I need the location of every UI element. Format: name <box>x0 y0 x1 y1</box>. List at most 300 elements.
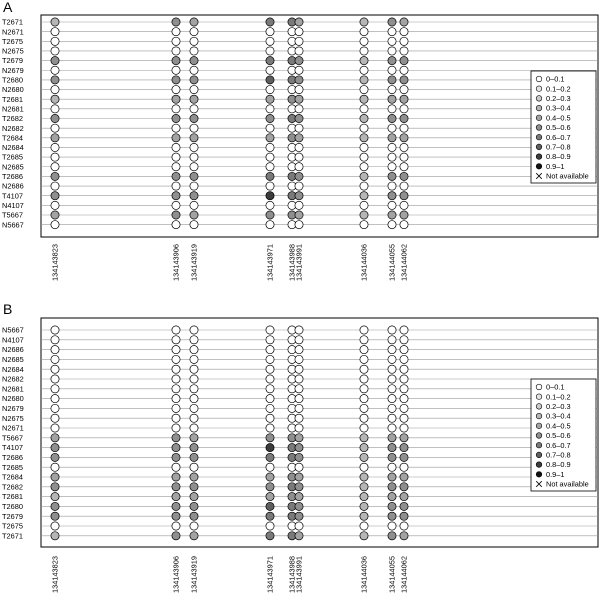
methylation-point <box>266 502 274 510</box>
methylation-point <box>51 66 59 74</box>
panel-letter: B <box>3 301 13 317</box>
methylation-point <box>400 124 408 132</box>
methylation-point <box>295 124 303 132</box>
methylation-point <box>51 502 59 510</box>
methylation-point <box>400 326 408 334</box>
methylation-point <box>172 76 180 84</box>
methylation-point <box>190 37 198 45</box>
methylation-point <box>172 473 180 481</box>
row-label: T2679 <box>2 511 23 521</box>
methylation-point <box>190 434 198 442</box>
methylation-point <box>360 395 368 403</box>
methylation-point <box>266 483 274 491</box>
methylation-point <box>266 395 274 403</box>
methylation-point <box>360 85 368 93</box>
methylation-point <box>388 375 396 383</box>
legend <box>531 71 596 183</box>
row-label: N2675 <box>2 46 24 56</box>
methylation-point <box>388 512 396 520</box>
methylation-point <box>400 114 408 122</box>
methylation-point <box>266 336 274 344</box>
row-label: N2680 <box>2 85 24 95</box>
methylation-point <box>172 114 180 122</box>
row-label: T2671 <box>2 531 23 541</box>
methylation-point <box>400 395 408 403</box>
methylation-point <box>360 326 368 334</box>
methylation-point <box>295 424 303 432</box>
methylation-point <box>388 444 396 452</box>
methylation-point <box>295 512 303 520</box>
x-tick-label: 134143988 <box>287 244 297 281</box>
legend-label: 0.7–0.8 <box>546 142 571 152</box>
methylation-point <box>388 153 396 161</box>
methylation-point <box>266 434 274 442</box>
methylation-point <box>400 346 408 354</box>
methylation-point <box>172 463 180 471</box>
legend-label: 0.4–0.5 <box>546 113 571 123</box>
legend-label: 0.7–0.8 <box>546 450 571 460</box>
row-label: N2685 <box>2 162 24 172</box>
methylation-point <box>360 483 368 491</box>
legend-label: 0.2–0.3 <box>546 94 571 103</box>
methylation-point <box>190 414 198 422</box>
legend-label: 0–0.1 <box>546 382 565 392</box>
methylation-point <box>400 404 408 412</box>
methylation-point <box>388 172 396 180</box>
methylation-point <box>266 182 274 190</box>
methylation-point <box>360 37 368 45</box>
methylation-point <box>388 414 396 422</box>
methylation-point <box>400 192 408 200</box>
methylation-point <box>51 201 59 209</box>
methylation-point <box>51 453 59 461</box>
methylation-point <box>172 57 180 65</box>
methylation-point <box>360 47 368 55</box>
methylation-point <box>172 424 180 432</box>
methylation-point <box>51 76 59 84</box>
methylation-point <box>190 404 198 412</box>
methylation-point <box>190 76 198 84</box>
methylation-point <box>51 134 59 142</box>
methylation-point <box>400 424 408 432</box>
methylation-point <box>266 201 274 209</box>
methylation-point <box>388 221 396 229</box>
methylation-point <box>190 134 198 142</box>
methylation-point <box>51 336 59 344</box>
methylation-point <box>295 434 303 442</box>
methylation-point <box>51 105 59 113</box>
methylation-point <box>190 473 198 481</box>
methylation-point <box>388 424 396 432</box>
methylation-point <box>172 163 180 171</box>
plot-frame <box>41 15 598 237</box>
legend-label: Not available <box>546 171 589 181</box>
methylation-point <box>266 37 274 45</box>
row-label: T2685 <box>2 152 23 162</box>
row-label: N2681 <box>2 384 24 394</box>
methylation-point <box>400 502 408 510</box>
methylation-point <box>360 453 368 461</box>
methylation-point <box>172 85 180 93</box>
row-label: T2686 <box>2 453 23 462</box>
methylation-point <box>360 434 368 442</box>
row-label: T2681 <box>2 492 23 502</box>
methylation-point <box>172 502 180 510</box>
methylation-point <box>266 414 274 422</box>
row-label: T2682 <box>2 482 23 492</box>
methylation-point <box>388 493 396 501</box>
methylation-point <box>51 85 59 93</box>
methylation-point <box>388 47 396 55</box>
methylation-point <box>51 473 59 481</box>
methylation-point <box>388 134 396 142</box>
methylation-point <box>388 532 396 540</box>
methylation-point <box>388 85 396 93</box>
methylation-point <box>295 28 303 36</box>
row-label: N2685 <box>2 355 24 364</box>
methylation-point <box>295 85 303 93</box>
methylation-point <box>295 385 303 393</box>
legend-label: 0.5–0.6 <box>546 123 571 133</box>
methylation-point <box>400 414 408 422</box>
x-tick-label: 134143988 <box>287 556 297 593</box>
methylation-point <box>295 221 303 229</box>
methylation-point <box>400 85 408 93</box>
methylation-point <box>172 182 180 190</box>
methylation-point <box>360 365 368 373</box>
methylation-point <box>295 463 303 471</box>
x-tick-label: 134143971 <box>265 556 275 593</box>
methylation-point <box>388 18 396 26</box>
methylation-point <box>388 365 396 373</box>
methylation-point <box>400 47 408 55</box>
row-label: T4107 <box>2 443 23 453</box>
x-tick-label: 134144062 <box>399 556 409 593</box>
methylation-point <box>51 28 59 36</box>
methylation-point <box>172 47 180 55</box>
methylation-point <box>295 114 303 122</box>
methylation-point <box>190 47 198 55</box>
row-label: N2675 <box>2 413 24 423</box>
methylation-point <box>400 163 408 171</box>
methylation-point <box>295 37 303 45</box>
methylation-point <box>190 453 198 461</box>
methylation-point <box>51 192 59 200</box>
methylation-point <box>400 221 408 229</box>
methylation-point <box>388 453 396 461</box>
methylation-point <box>51 124 59 132</box>
methylation-point <box>51 163 59 171</box>
methylation-point <box>388 473 396 481</box>
methylation-point <box>190 365 198 373</box>
legend-swatch <box>536 413 542 419</box>
methylation-point <box>190 143 198 151</box>
methylation-point <box>266 95 274 103</box>
methylation-point <box>360 134 368 142</box>
methylation-point <box>295 493 303 501</box>
methylation-point <box>190 532 198 540</box>
legend-label: 0.1–0.2 <box>546 84 571 94</box>
methylation-point <box>360 163 368 171</box>
methylation-point <box>172 365 180 373</box>
row-label: T2686 <box>2 172 23 181</box>
methylation-point <box>172 355 180 363</box>
legend-swatch <box>536 442 542 448</box>
methylation-point <box>51 221 59 229</box>
methylation-point <box>400 76 408 84</box>
methylation-point <box>190 66 198 74</box>
panel-letter: A <box>3 0 13 15</box>
methylation-point <box>172 37 180 45</box>
methylation-point <box>172 143 180 151</box>
legend-swatch <box>536 154 542 160</box>
methylation-point <box>388 336 396 344</box>
methylation-point <box>51 326 59 334</box>
methylation-point <box>295 404 303 412</box>
methylation-point <box>266 134 274 142</box>
methylation-point <box>400 522 408 530</box>
methylation-point <box>172 134 180 142</box>
x-tick-label: 134143823 <box>50 244 60 281</box>
row-label: T5667 <box>2 210 23 220</box>
methylation-point <box>360 28 368 36</box>
methylation-point <box>266 221 274 229</box>
methylation-point <box>388 163 396 171</box>
methylation-point <box>388 28 396 36</box>
methylation-point <box>360 404 368 412</box>
x-tick-label: 134144036 <box>359 556 369 593</box>
methylation-point <box>295 95 303 103</box>
methylation-point <box>360 95 368 103</box>
legend-label: 0.1–0.2 <box>546 392 571 402</box>
methylation-point <box>295 18 303 26</box>
methylation-point <box>190 463 198 471</box>
methylation-point <box>190 385 198 393</box>
methylation-point <box>388 404 396 412</box>
methylation-point <box>190 163 198 171</box>
methylation-point <box>51 143 59 151</box>
methylation-point <box>190 483 198 491</box>
x-tick-label: 134143991 <box>294 556 304 593</box>
x-tick-label: 134144055 <box>387 556 397 593</box>
methylation-point <box>51 153 59 161</box>
methylation-point <box>190 211 198 219</box>
methylation-point <box>360 105 368 113</box>
methylation-point <box>295 346 303 354</box>
methylation-point <box>360 221 368 229</box>
methylation-point <box>266 153 274 161</box>
methylation-point <box>190 444 198 452</box>
row-label: T2685 <box>2 462 23 472</box>
methylation-point <box>400 434 408 442</box>
row-label: N5667 <box>2 325 24 335</box>
methylation-point <box>360 424 368 432</box>
methylation-point <box>295 483 303 491</box>
methylation-point <box>51 385 59 393</box>
methylation-point <box>360 66 368 74</box>
legend-swatch <box>536 164 542 170</box>
methylation-point <box>51 434 59 442</box>
methylation-point <box>172 18 180 26</box>
legend-swatch <box>536 144 542 150</box>
methylation-point <box>190 172 198 180</box>
methylation-point <box>266 522 274 530</box>
methylation-point <box>266 85 274 93</box>
methylation-point <box>295 473 303 481</box>
methylation-point <box>360 493 368 501</box>
methylation-point <box>266 385 274 393</box>
methylation-point <box>360 414 368 422</box>
methylation-point <box>51 18 59 26</box>
methylation-point <box>190 493 198 501</box>
methylation-point <box>388 395 396 403</box>
methylation-point <box>51 375 59 383</box>
methylation-point <box>51 404 59 412</box>
methylation-point <box>51 211 59 219</box>
methylation-point <box>51 522 59 530</box>
plot-frame <box>41 318 598 547</box>
methylation-point <box>400 512 408 520</box>
methylation-point <box>266 326 274 334</box>
row-label: T2682 <box>2 114 23 124</box>
row-label: N5667 <box>2 220 24 230</box>
methylation-point <box>190 346 198 354</box>
methylation-point <box>266 105 274 113</box>
row-label: N2684 <box>2 364 24 374</box>
methylation-point <box>172 375 180 383</box>
methylation-point <box>266 444 274 452</box>
methylation-point <box>388 182 396 190</box>
methylation-point <box>172 404 180 412</box>
methylation-point <box>388 37 396 45</box>
methylation-point <box>295 336 303 344</box>
methylation-point <box>172 336 180 344</box>
legend-swatch <box>536 423 542 429</box>
methylation-point <box>190 502 198 510</box>
methylation-point <box>266 124 274 132</box>
legend-swatch <box>536 115 542 121</box>
panel-a <box>2 0 598 281</box>
methylation-point <box>388 434 396 442</box>
methylation-point <box>266 163 274 171</box>
x-tick-label: 134143919 <box>189 556 199 593</box>
methylation-point <box>51 424 59 432</box>
methylation-point <box>400 105 408 113</box>
methylation-point <box>295 502 303 510</box>
methylation-point <box>51 182 59 190</box>
methylation-point <box>388 326 396 334</box>
row-label: T4107 <box>2 191 23 201</box>
methylation-point <box>295 522 303 530</box>
methylation-point <box>388 463 396 471</box>
methylation-point <box>295 532 303 540</box>
methylation-point <box>295 182 303 190</box>
methylation-point <box>190 114 198 122</box>
methylation-point <box>400 385 408 393</box>
methylation-point <box>172 483 180 491</box>
methylation-point <box>360 463 368 471</box>
x-tick-label: 134144036 <box>359 244 369 281</box>
row-label: N2679 <box>2 404 24 413</box>
methylation-point <box>172 211 180 219</box>
methylation-point <box>400 493 408 501</box>
methylation-point <box>190 375 198 383</box>
methylation-point <box>360 355 368 363</box>
methylation-point <box>360 502 368 510</box>
methylation-point <box>388 355 396 363</box>
methylation-point <box>360 201 368 209</box>
row-label: T2675 <box>2 36 23 46</box>
methylation-point <box>295 172 303 180</box>
legend-swatch <box>536 404 542 410</box>
methylation-point <box>388 124 396 132</box>
methylation-point <box>51 463 59 471</box>
methylation-point <box>51 37 59 45</box>
methylation-point <box>360 192 368 200</box>
row-label: N2682 <box>2 374 24 384</box>
methylation-point <box>266 192 274 200</box>
methylation-point <box>266 346 274 354</box>
methylation-point <box>51 47 59 55</box>
row-label: N2686 <box>2 345 24 355</box>
methylation-point <box>190 95 198 103</box>
methylation-point <box>190 57 198 65</box>
methylation-point <box>400 201 408 209</box>
x-tick-label: 134143906 <box>171 556 181 593</box>
methylation-point <box>388 57 396 65</box>
methylation-point <box>190 355 198 363</box>
methylation-point <box>388 483 396 491</box>
methylation-point <box>360 18 368 26</box>
row-label: N2671 <box>2 423 24 433</box>
methylation-point <box>388 522 396 530</box>
methylation-point <box>388 143 396 151</box>
row-label: T2680 <box>2 502 23 511</box>
legend-swatch <box>536 384 542 390</box>
row-label: N2681 <box>2 104 24 114</box>
methylation-point <box>400 463 408 471</box>
methylation-point <box>266 512 274 520</box>
methylation-point <box>51 395 59 403</box>
methylation-point <box>400 182 408 190</box>
methylation-point <box>172 221 180 229</box>
x-tick-label: 134143906 <box>171 244 181 281</box>
methylation-point <box>266 473 274 481</box>
methylation-point <box>360 153 368 161</box>
methylation-point <box>190 124 198 132</box>
methylation-point <box>266 493 274 501</box>
methylation-point <box>190 395 198 403</box>
methylation-point <box>295 76 303 84</box>
row-label: N2686 <box>2 181 24 191</box>
methylation-point <box>190 192 198 200</box>
methylation-point <box>190 201 198 209</box>
methylation-point <box>360 114 368 122</box>
row-label: T2675 <box>2 521 23 531</box>
methylation-point <box>400 453 408 461</box>
methylation-point <box>360 522 368 530</box>
methylation-point <box>360 375 368 383</box>
row-label: T5667 <box>2 433 23 443</box>
methylation-point <box>266 76 274 84</box>
legend-swatch <box>536 125 542 131</box>
legend-label: 0.2–0.3 <box>546 402 571 411</box>
methylation-point <box>360 143 368 151</box>
methylation-point <box>266 66 274 74</box>
methylation-point <box>295 153 303 161</box>
methylation-point <box>266 18 274 26</box>
methylation-point <box>295 395 303 403</box>
